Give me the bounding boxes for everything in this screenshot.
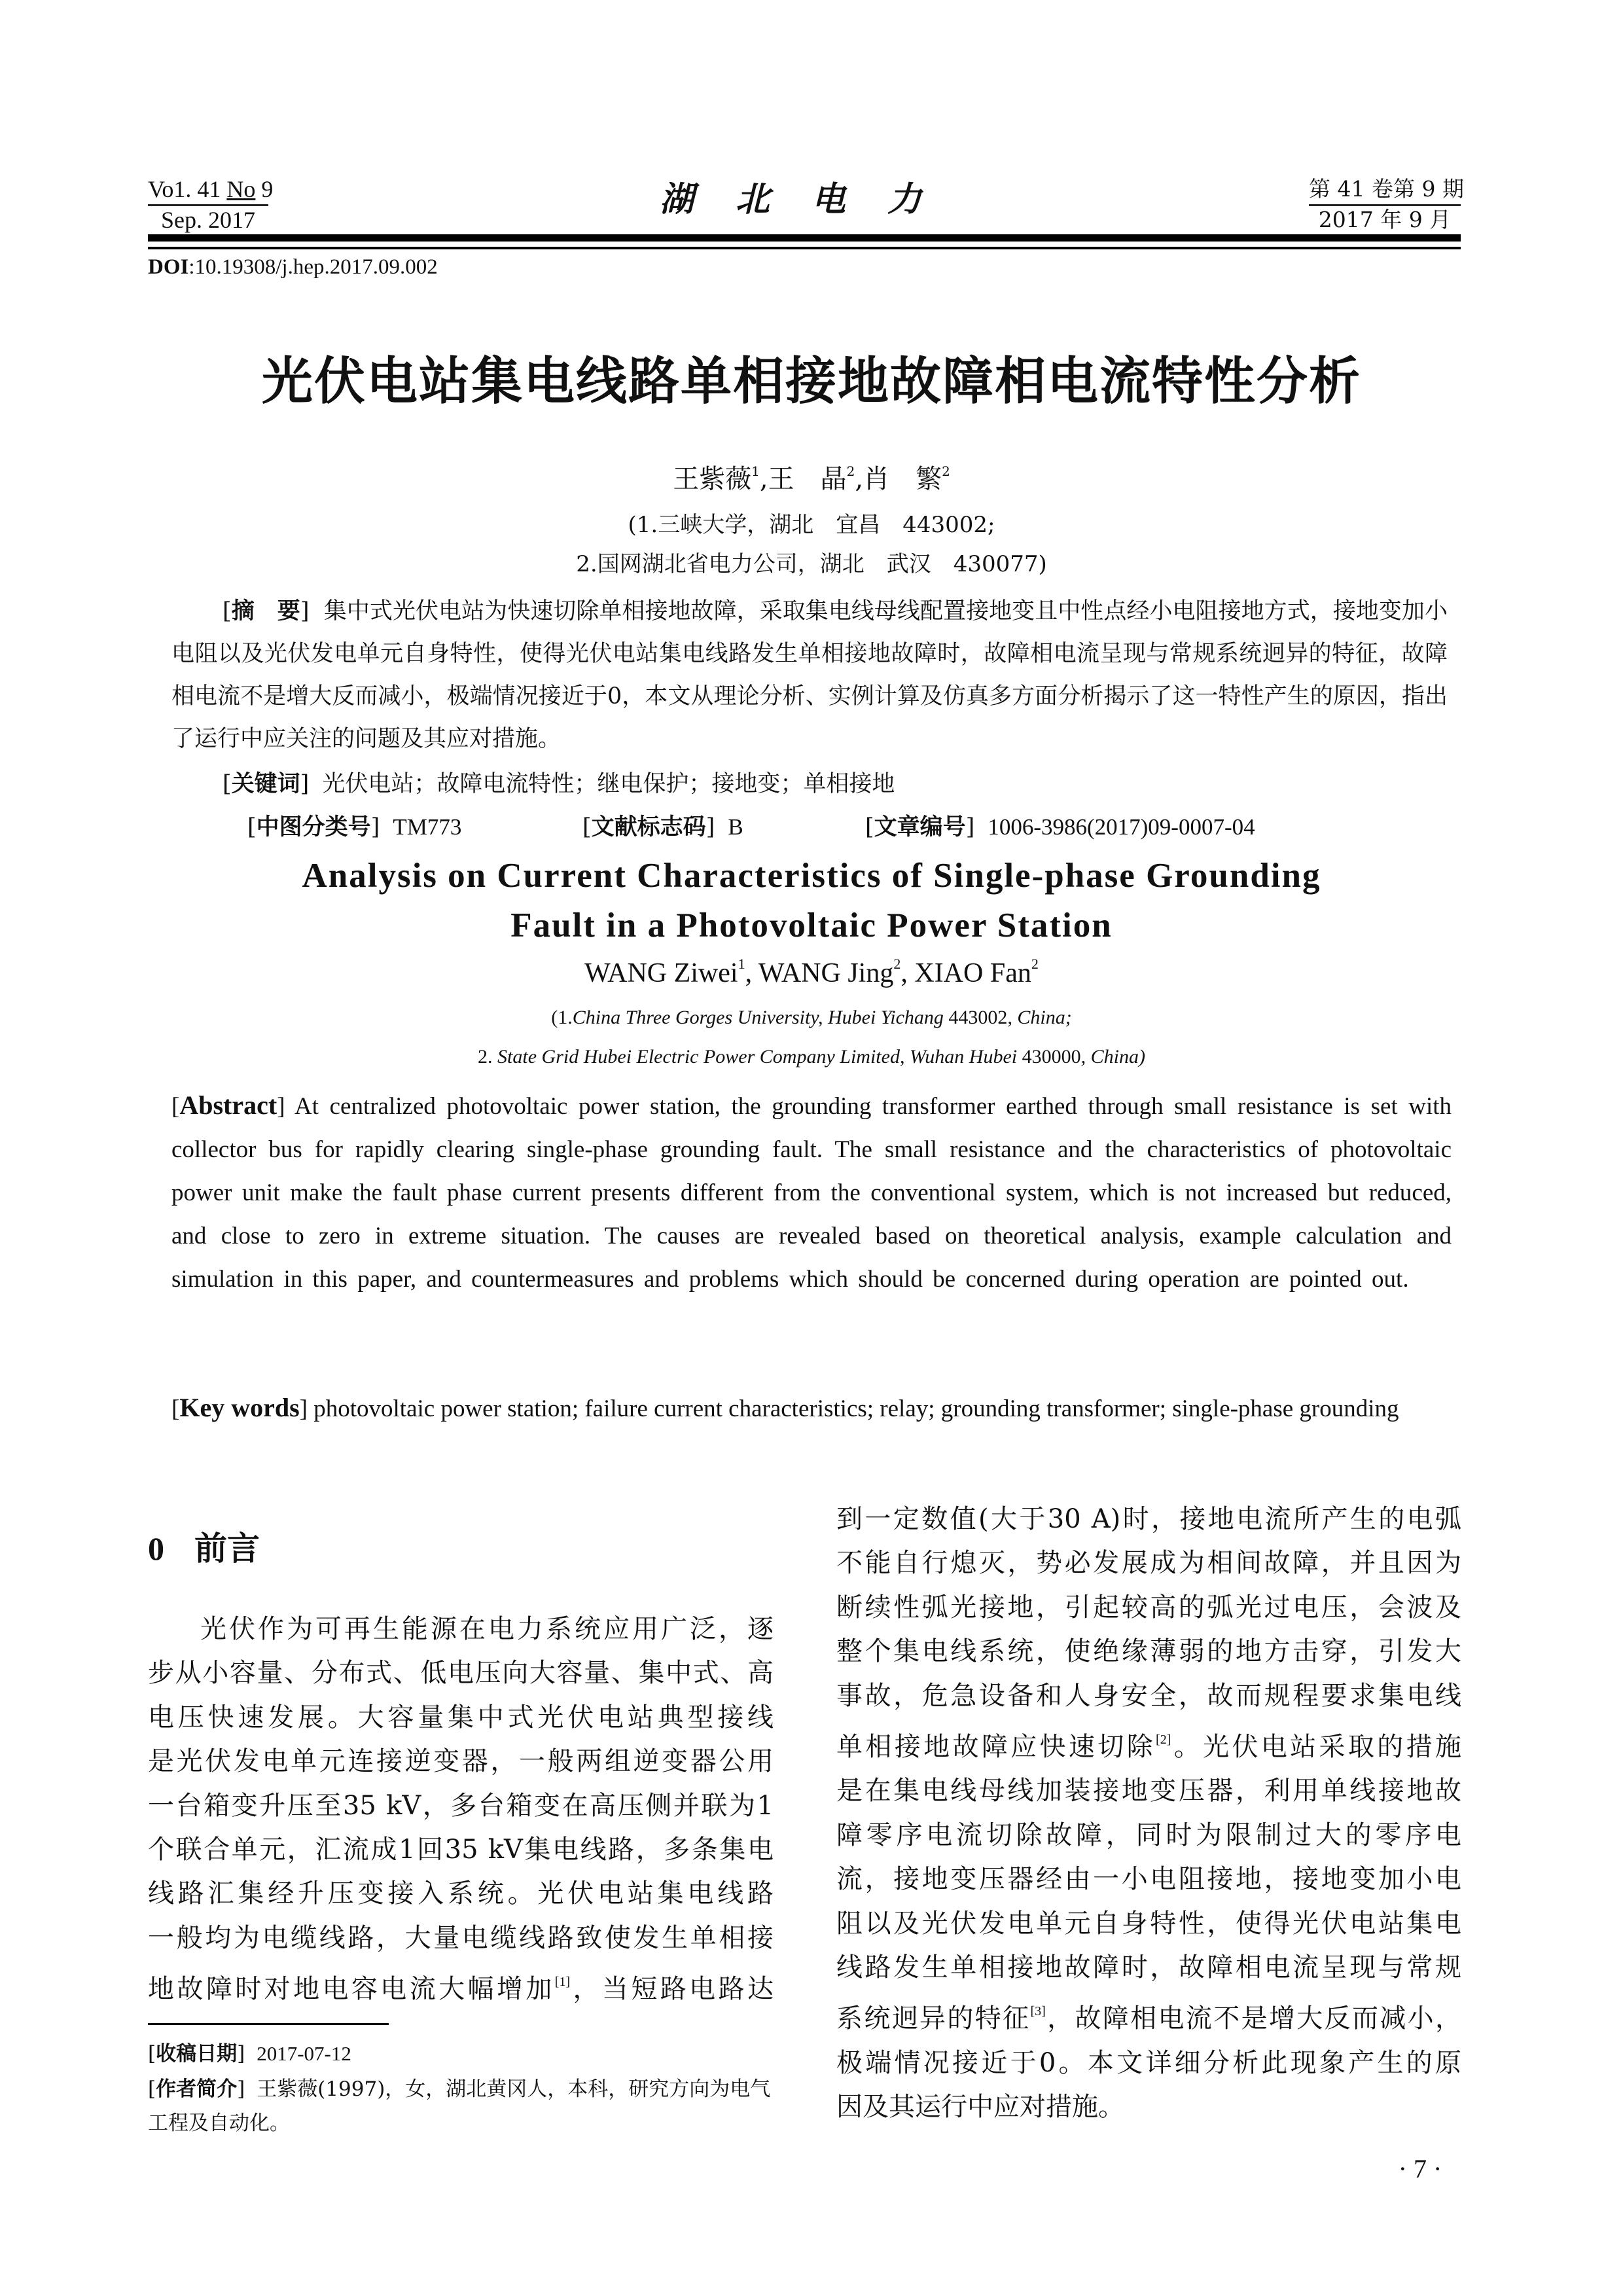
author-en: XIAO Fan — [914, 958, 1031, 988]
author-en: WANG Jing — [758, 958, 894, 988]
doi-value: :10.19308/j.hep.2017.09.002 — [188, 255, 438, 279]
body-line: 光伏作为可再生能源在电力系统应用广泛，逐 — [200, 1614, 774, 1644]
author-en: WANG Ziwei — [584, 958, 738, 988]
body-line: 是光伏发电单元连接逆变器，一般两组逆变器公用 — [148, 1746, 774, 1777]
body-line: 单相接地故障应快速切除[2]。光伏电站采取的措施 — [836, 1732, 1462, 1763]
footnote-rule — [148, 2023, 389, 2025]
abstract-cn: [摘 要] 集中式光伏电站为快速切除单相接地故障，采取集电线母线配置接地变且中性点经小电阻接地方式，接地变加小电阻以及光伏发电单元自身特性，使得光伏电站集电线路发生单相接地故障时，故障相电流呈现与常规系统迥异的特征，故障相电流不是增大反而减小，极端情况接近于0，本文从理论分析、实例计算及仿真多方面分析揭示了这一特性产生的原因，指出了运行中应关注的问题及其应对措施。 — [171, 598, 1448, 752]
doi-label: DOI — [148, 255, 189, 279]
author-cn: 王 晶 — [768, 464, 847, 494]
body-line: 线路汇集经升压变接入系统。光伏电站集电线路 — [148, 1878, 774, 1909]
abstract-cn-text: 集中式光伏电站为快速切除单相接地故障，采取集电线母线配置接地变且中性点经小电阻接地方式，接地变加小电阻以及光伏发电单元自身特性，使得光伏电站集电线路发生单相接地故障时，故障相电流呈现与常规系统迥异的特征，故障相电流不是增大反而减小，极端情况接近于0，本文从理论分析、实例计算及仿真多方面分析揭示了这一特性产生的原因，指出了运行中应关注的问题及其应对措施。 — [171, 598, 1448, 752]
author-affil-mark: 1 — [738, 956, 745, 972]
body-line: 电压快速发展。大容量集中式光伏电站典型接线 — [148, 1702, 774, 1732]
classification-label: 中图分类号 — [256, 814, 371, 840]
article-number-value: 1006-3986(2017)09-0007-04 — [988, 814, 1255, 840]
section-heading — [148, 1522, 260, 1570]
keywords-cn-label: 关键词 — [231, 771, 300, 797]
page-number: · 7 · — [1398, 2154, 1442, 2183]
footnote-value: 2017-07-12 — [257, 2042, 351, 2065]
section-number: 0 — [148, 1530, 164, 1567]
volume-cn: 第 41 卷第 9 期 — [1309, 175, 1461, 206]
document-code-value: B — [728, 814, 743, 840]
affiliation-cn-2: 2.国网湖北省电力公司，湖北 武汉 430077) — [576, 551, 1047, 577]
affiliation-cn-1: (1.三峡大学，湖北 宜昌 443002; — [628, 512, 995, 538]
citation-ref[interactable]: [3] — [1030, 2004, 1046, 2019]
author-affil-mark: 1 — [751, 463, 760, 479]
body-line: 线路发生单相接地故障时，故障相电流呈现与常规 — [836, 1952, 1461, 1983]
header-volume-cn — [1309, 175, 1464, 234]
paper-title-en-line1: Analysis on Current Characteristics of Single-phase Grounding — [302, 857, 1321, 895]
body-line: 到一定数值(大于30 A)时，接地电流所产生的电弧 — [836, 1504, 1461, 1534]
document-code-label: 文献标志码 — [591, 814, 706, 840]
date-cn: 2017 年 9 月 — [1318, 207, 1452, 232]
author-affil-mark: 2 — [893, 956, 901, 972]
footnote-value: 王紫薇(1997)，女，湖北黄冈人，本科，研究方向为电气工程及自动化。 — [148, 2077, 771, 2135]
volume-prefix: Vo1. 41 — [148, 176, 227, 202]
header-rule-thick — [148, 234, 1461, 242]
classification-number: [中图分类号] TM773 — [247, 814, 462, 840]
keywords-en-text: photovoltaic power station; failure current characteristics; relay; grounding transformer; single-phase grounding — [313, 1395, 1399, 1422]
citation-ref[interactable]: [2] — [1156, 1732, 1171, 1748]
footnote-received-date: [收稿日期] 2017-07-12 — [148, 2042, 351, 2066]
body-line: 断续性弧光接地，引起较高的弧光过电压，会波及 — [836, 1592, 1461, 1623]
header-rule-thin — [148, 247, 1461, 249]
article-number: [文章编号] 1006-3986(2017)09-0007-04 — [865, 814, 1255, 840]
journal-name: 湖北电力 — [659, 179, 963, 219]
body-line: 是在集电线母线加装接地变压器，利用单线接地故 — [836, 1776, 1461, 1806]
body-column-left — [148, 1607, 774, 2012]
body-line: 步从小容量、分布式、低电压向大容量、集中式、高 — [148, 1658, 774, 1689]
keywords-en: [Key words] photovoltaic power station; failure current characteristics; relay; grounding transformer; single-phase grounding — [171, 1393, 1399, 1422]
classification-value: TM773 — [393, 814, 462, 840]
body-line: 事故，危急设备和人身安全，故而规程要求集电线 — [836, 1680, 1461, 1711]
body-line: 一般均为电缆线路，大量电缆线路致使发生单相接 — [148, 1922, 774, 1953]
body-column-right — [836, 1498, 1461, 2130]
body-line: 地故障时对地电容电流大幅增加[1]，当短路电路达 — [148, 1974, 774, 2005]
document-code: [文献标志码] B — [582, 814, 743, 840]
abstract-en-text: At centralized photovoltaic power station, the grounding transformer earthed through small resistance is set with collector bus for rapidly clearing single-phase grounding fault. The small resistance and the characteristics of photovoltaic power unit make the fault phase current presents different from the conventional system, which is not increased but reduced, and close to zero in extreme situation. The causes are revealed based on theoretical analysis, example calculation and simulation in this paper, and countermeasures and problems which should be concerned during operation are pointed out. — [171, 1093, 1452, 1293]
body-line: 极端情况接近于0。本文详细分析此现象产生的原 — [836, 2047, 1461, 2078]
body-line: 系统迥异的特征[3]，故障相电流不是增大反而减小， — [836, 2003, 1462, 2034]
date-en: Sep. 2017 — [161, 207, 255, 233]
author-affil-mark: 2 — [846, 463, 855, 479]
number-mark: No — [226, 176, 256, 202]
keywords-cn: [关键词] 光伏电站；故障电流特性；继电保护；接地变；单相接地 — [223, 771, 895, 797]
footnote-label: 收稿日期 — [156, 2042, 238, 2066]
body-line: 不能自行熄灭，势必发展成为相间故障，并且因为 — [836, 1548, 1461, 1579]
body-line: 整个集电线系统，使绝缘薄弱的地方击穿，引发大 — [836, 1636, 1461, 1667]
author-cn: 王紫薇 — [673, 464, 752, 494]
abstract-cn-label: 摘 要 — [231, 598, 300, 624]
body-line: 障零序电流切除故障，同时为限制过大的零序电 — [836, 1820, 1461, 1850]
citation-ref[interactable]: [1] — [554, 1975, 571, 1990]
body-line: 个联合单元，汇流成1回35 kV集电线路，多条集电 — [148, 1835, 774, 1865]
author-affil-mark: 2 — [942, 463, 950, 479]
footnote-label: 作者简介 — [156, 2077, 238, 2101]
keywords-en-label: Key words — [179, 1393, 300, 1422]
footnote-author-bio: [作者简介] 王紫薇(1997)，女，湖北黄冈人，本科，研究方向为电气工程及自动化。 — [148, 2077, 771, 2135]
body-line: 流，接地变压器经由一小电阻接地，接地变加小电 — [836, 1864, 1461, 1895]
doi[interactable] — [148, 255, 438, 279]
article-number-label: 文章编号 — [874, 814, 966, 840]
paper-title-en-line2: Fault in a Photovoltaic Power Station — [510, 906, 1113, 944]
paper-title-cn: 光伏电站集电线路单相接地故障相电流特性分析 — [261, 352, 1361, 411]
body-line: 因及其运行中应对措施。 — [836, 2092, 1124, 2123]
abstract-en-label: Abstract — [179, 1090, 277, 1120]
authors-cn: 王紫薇$^1$,王 晶$^2$,肖 繁$^2$ — [673, 463, 950, 494]
author-cn: 肖 繁 — [863, 464, 942, 494]
body-line: 阻以及光伏发电单元自身特性，使得光伏电站集电 — [836, 1908, 1461, 1939]
author-affil-mark: 2 — [1031, 956, 1039, 972]
abstract-en: [Abstract] At centralized photovoltaic power station, the grounding transformer earthed through small resistance is set with collector bus for rapidly clearing single-phase grounding fault. The small resistance and the characteristics of photovoltaic power unit make the fault phase current presents different from the conventional system, which is not increased but reduced, and close to zero in extreme situation. The causes are revealed based on theoretical analysis, example calculation and simulation in this paper, and countermeasures and problems which should be concerned during operation are pointed out. — [171, 1090, 1452, 1293]
affiliation-en-1: (1.China Three Gorges University, Hubei Yichang 443002, China; — [551, 1007, 1072, 1028]
authors-en: WANG Ziwei$^1$, WANG Jing$^2$, XIAO Fan$^2$ — [584, 956, 1039, 988]
keywords-cn-text: 光伏电站；故障电流特性；继电保护；接地变；单相接地 — [322, 771, 895, 797]
body-line: 一台箱变升压至35 kV，多台箱变在高压侧并联为1 — [148, 1790, 774, 1821]
section-title: 前言 — [194, 1530, 260, 1568]
issue-number: 9 — [255, 176, 274, 202]
affiliation-en-2: 2. State Grid Hubei Electric Power Company Limited, Wuhan Hubei 430000, China) — [478, 1046, 1145, 1067]
